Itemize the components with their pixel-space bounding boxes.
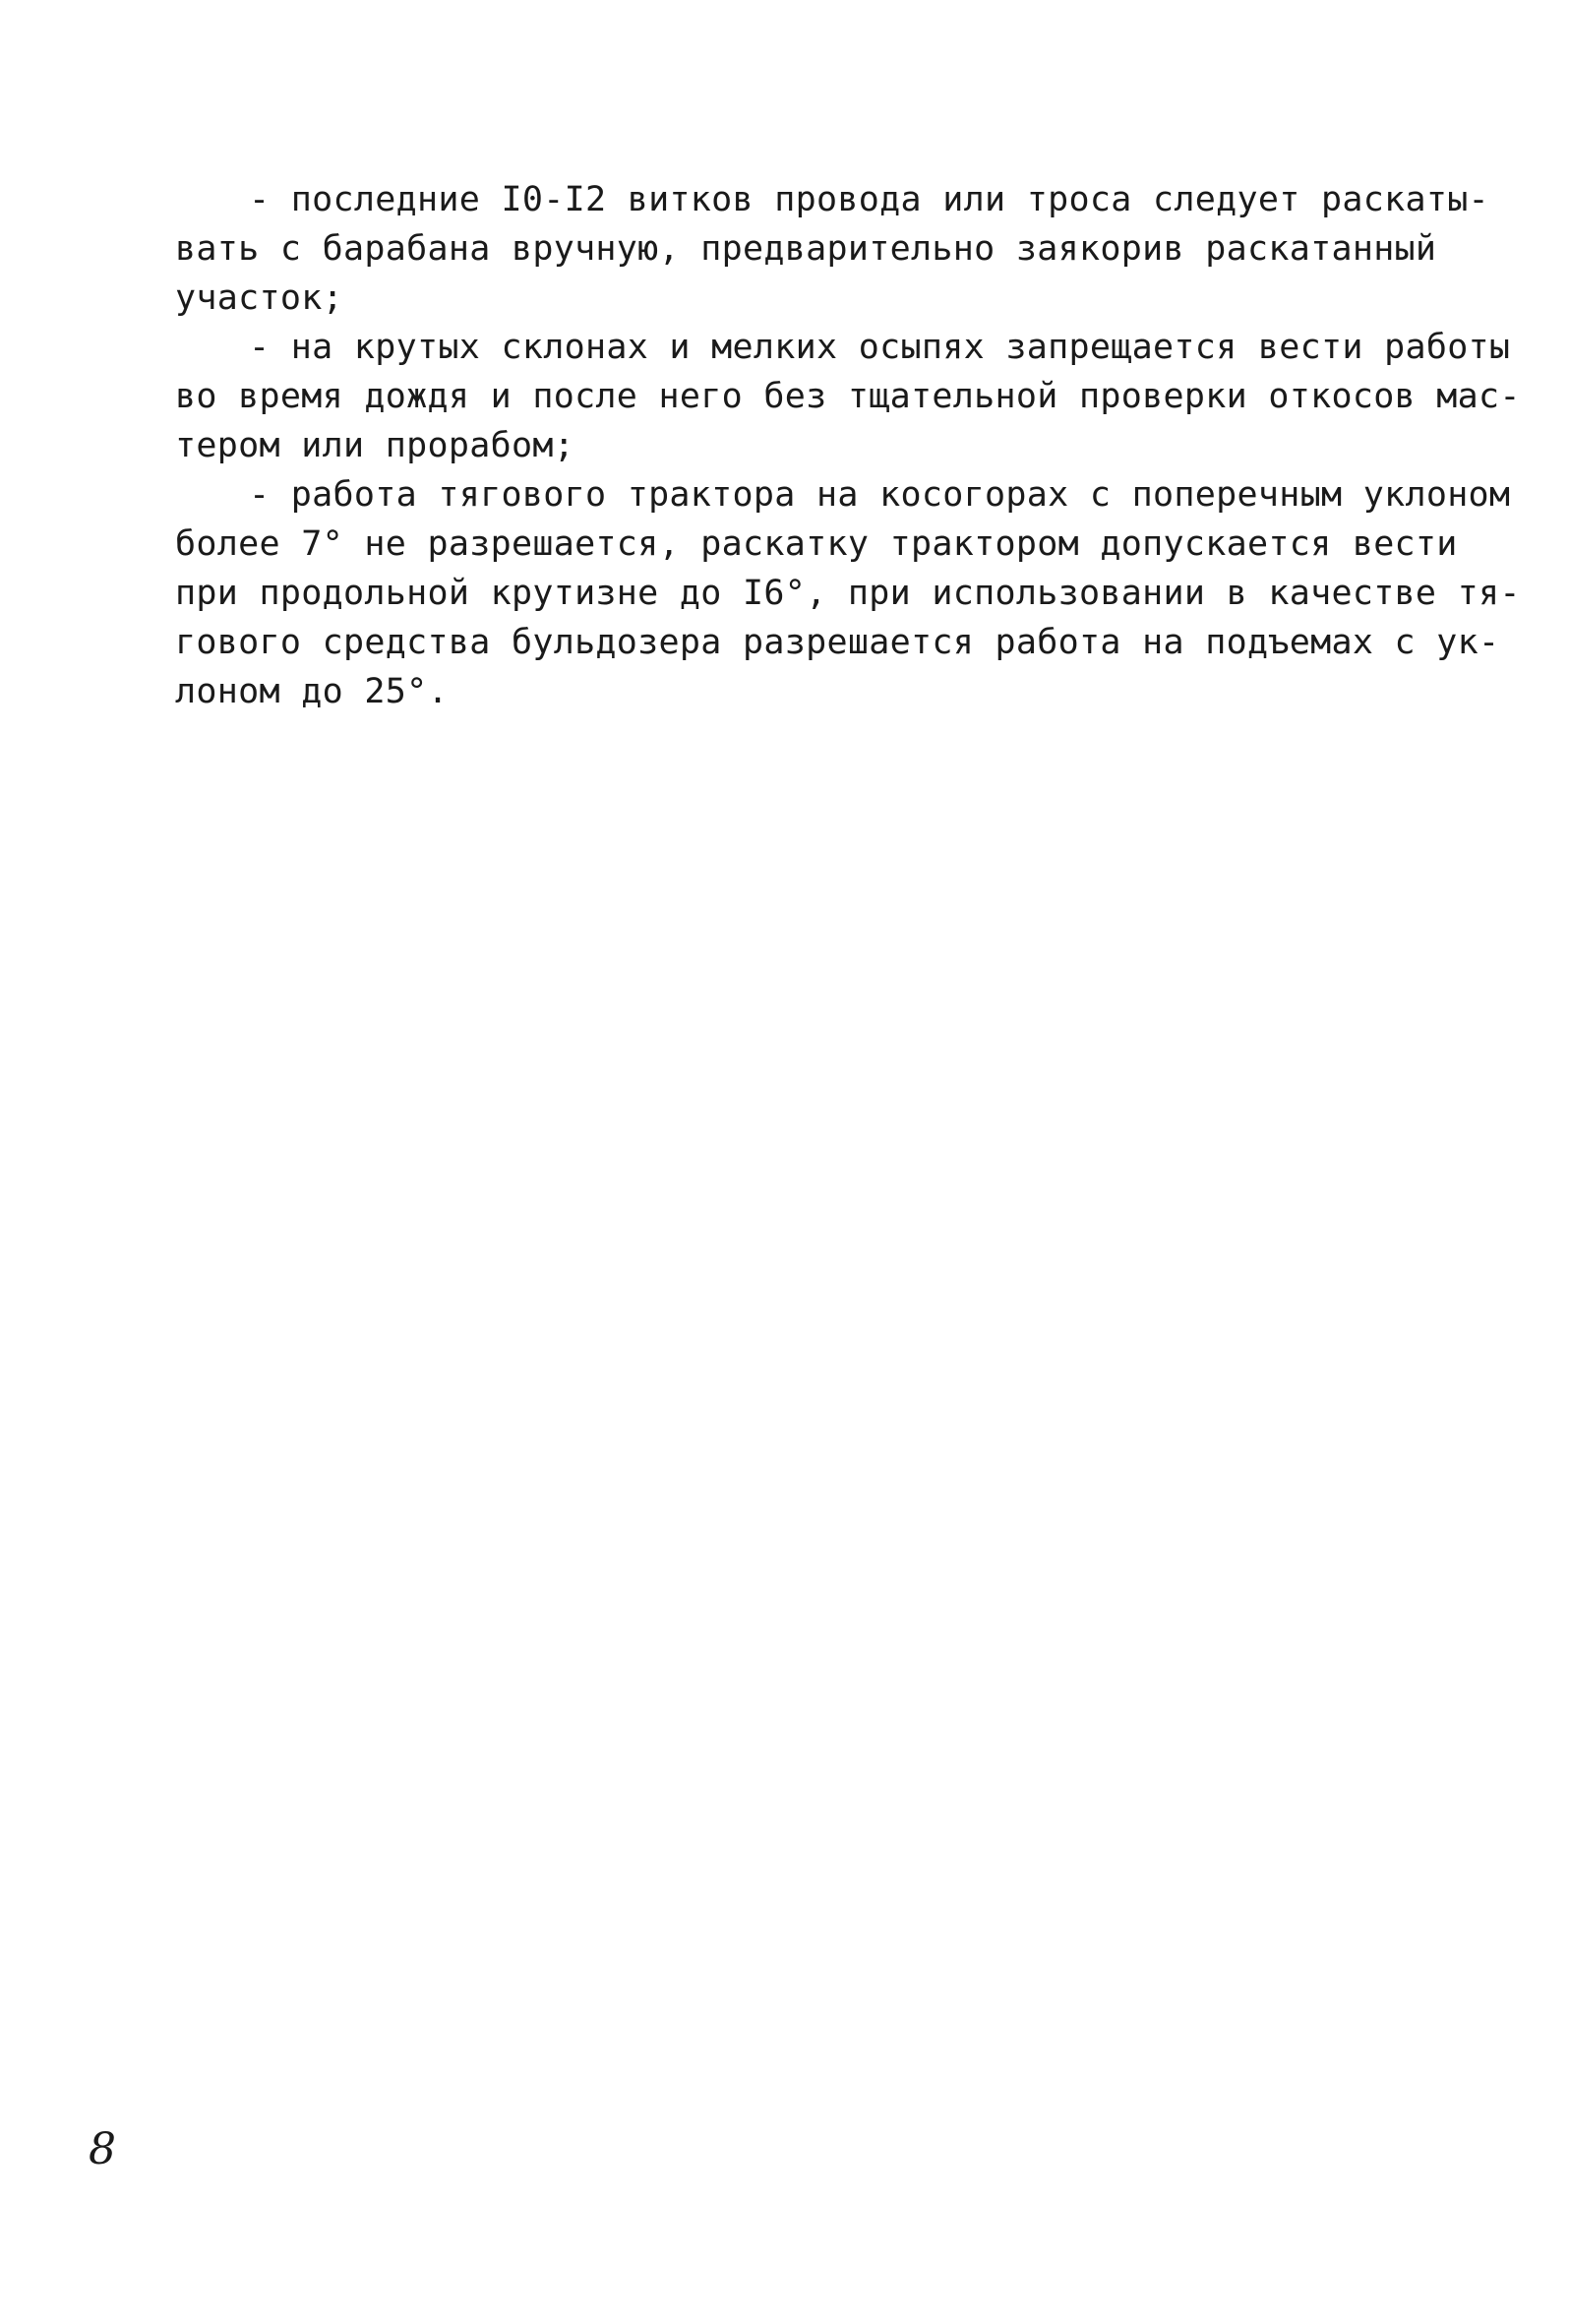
text-line: гового средства бульдозера разрешается работа на подъемах с ук-: [175, 623, 1500, 662]
text-line: при продольной крутизне до I6°, при использовании в качестве тя-: [175, 574, 1521, 613]
text-line: во время дождя и после него без тщательной проверки откосов мас-: [175, 377, 1521, 416]
text-line: лоном до 25°.: [175, 672, 449, 711]
page-number: 8: [89, 2124, 116, 2174]
text-line: вать с барабана вручную, предварительно заякорив раскатанный: [175, 229, 1437, 269]
paragraph-1: [175, 175, 1489, 323]
text-line: тером или прорабом;: [175, 426, 575, 465]
paragraph-3: [175, 470, 1521, 716]
body-text: [175, 175, 1521, 716]
text-line: - работа тягового трактора на косогорах с поперечным уклоном: [249, 475, 1511, 515]
text-line: - на крутых склонах и мелких осыпях запрещается вести работы: [249, 328, 1511, 367]
text-line: участок;: [175, 278, 343, 318]
paragraph-2: [175, 323, 1521, 470]
text-line: более 7° не разрешается, раскатку трактором допускается вести: [175, 524, 1458, 564]
text-line: - последние I0-I2 витков провода или троса следует раскаты-: [249, 180, 1489, 219]
